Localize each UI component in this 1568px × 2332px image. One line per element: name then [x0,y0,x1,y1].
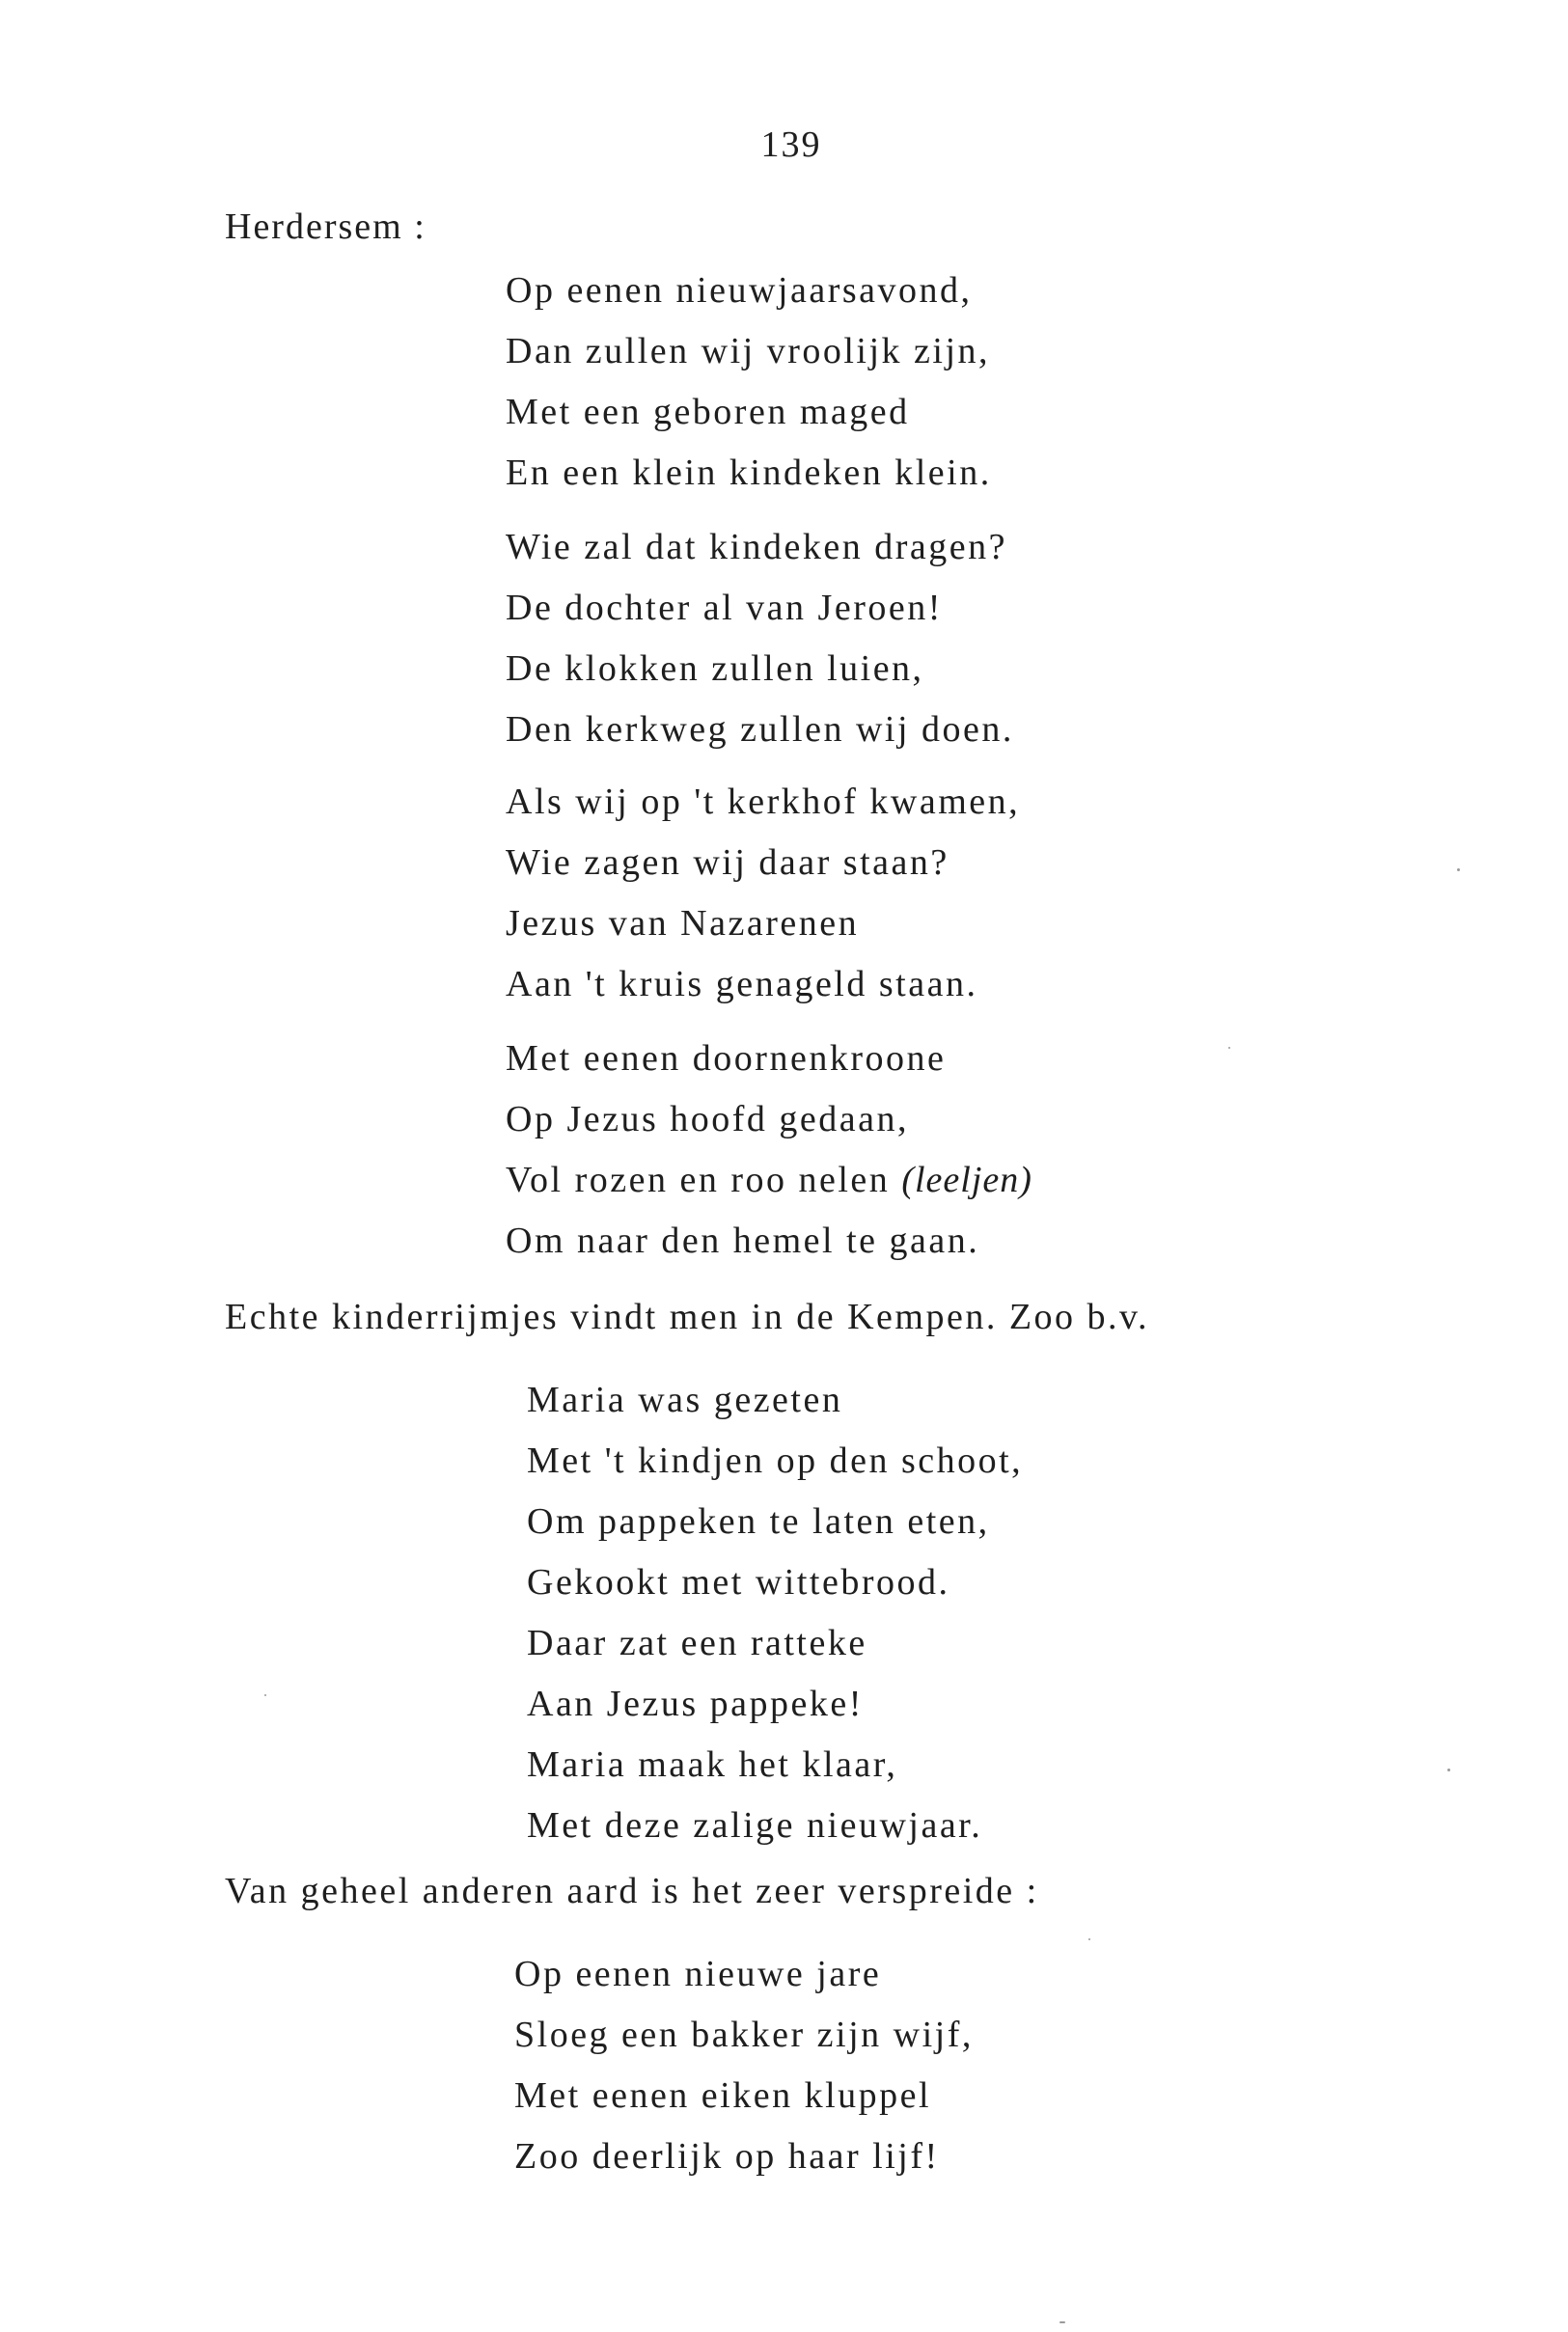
song3 [514,1944,974,2187]
verse-line: Jezus van Nazarenen [506,903,860,944]
verse-text: Vol rozen en roo nelen [506,1160,891,1200]
verse-line: Sloeg een bakker zijn wijf, [514,2015,974,2055]
song1-stanza-3 [506,772,1020,1015]
scan-speck [1447,1769,1450,1771]
verse-line: Om pappeken te laten eten, [527,1501,990,1542]
verse-line: Aan 't kruis genageld staan. [506,964,978,1004]
verse-line: Zoo deerlijk op haar lijf! [514,2136,940,2177]
verse-line: Met een geboren maged [506,392,910,432]
verse-line: Als wij op 't kerkhof kwamen, [506,782,1021,822]
song2 [527,1370,1023,1856]
verse-line: Met eenen eiken kluppel [514,2075,932,2116]
verse-line: Op eenen nieuwjaarsavond, [506,270,973,311]
verse-line: Op Jezus hoofd gedaan, [506,1099,910,1139]
verse-line: En een klein kindeken klein. [506,453,992,493]
verse-line: De klokken zullen luien, [506,648,924,689]
song1-stanza-4 [506,1029,1032,1272]
song1-stanza-1 [506,261,992,504]
prose-paragraph-1: Echte kinderrijmjes vindt men in de Kempen. Zoo b.v. [225,1297,1150,1337]
verse-line: Wie zagen wij daar staan? [506,842,949,883]
verse-line: Daar zat een ratteke [527,1623,867,1663]
page-number: 139 [760,124,822,165]
verse-line: Met deze zalige nieuwjaar. [527,1805,983,1846]
verse-line: Met eenen doornenkroone [506,1038,947,1079]
verse-line: Aan Jezus pappeke! [527,1684,864,1724]
verse-line: Dan zullen wij vroolijk zijn, [506,331,991,371]
verse-line: Op eenen nieuwe jare [514,1954,882,1994]
scan-speck [264,1694,266,1696]
verse-line-with-gloss [506,1150,1032,1211]
verse-line: Met 't kindjen op den schoot, [527,1440,1024,1481]
verse-line: Den kerkweg zullen wij doen. [506,709,1014,750]
song1-stanza-2 [506,517,1014,760]
verse-line: De dochter al van Jeroen! [506,588,943,628]
verse-line: Gekookt met wittebrood. [527,1562,950,1603]
section-label: Herdersem : [225,206,426,247]
verse-line: Maria maak het klaar, [527,1744,898,1785]
scan-speck [1059,2321,1065,2323]
verse-line: Maria was gezeten [527,1380,843,1420]
prose-paragraph-2: Van geheel anderen aard is het zeer verspreide : [225,1871,1039,1911]
scan-speck [1228,1047,1230,1049]
scan-speck [1457,868,1460,871]
verse-line: Wie zal dat kindeken dragen? [506,527,1008,567]
scan-speck [1088,1938,1090,1940]
gloss-annotation: (leeljen) [901,1160,1032,1200]
verse-line: Om naar den hemel te gaan. [506,1221,980,1261]
